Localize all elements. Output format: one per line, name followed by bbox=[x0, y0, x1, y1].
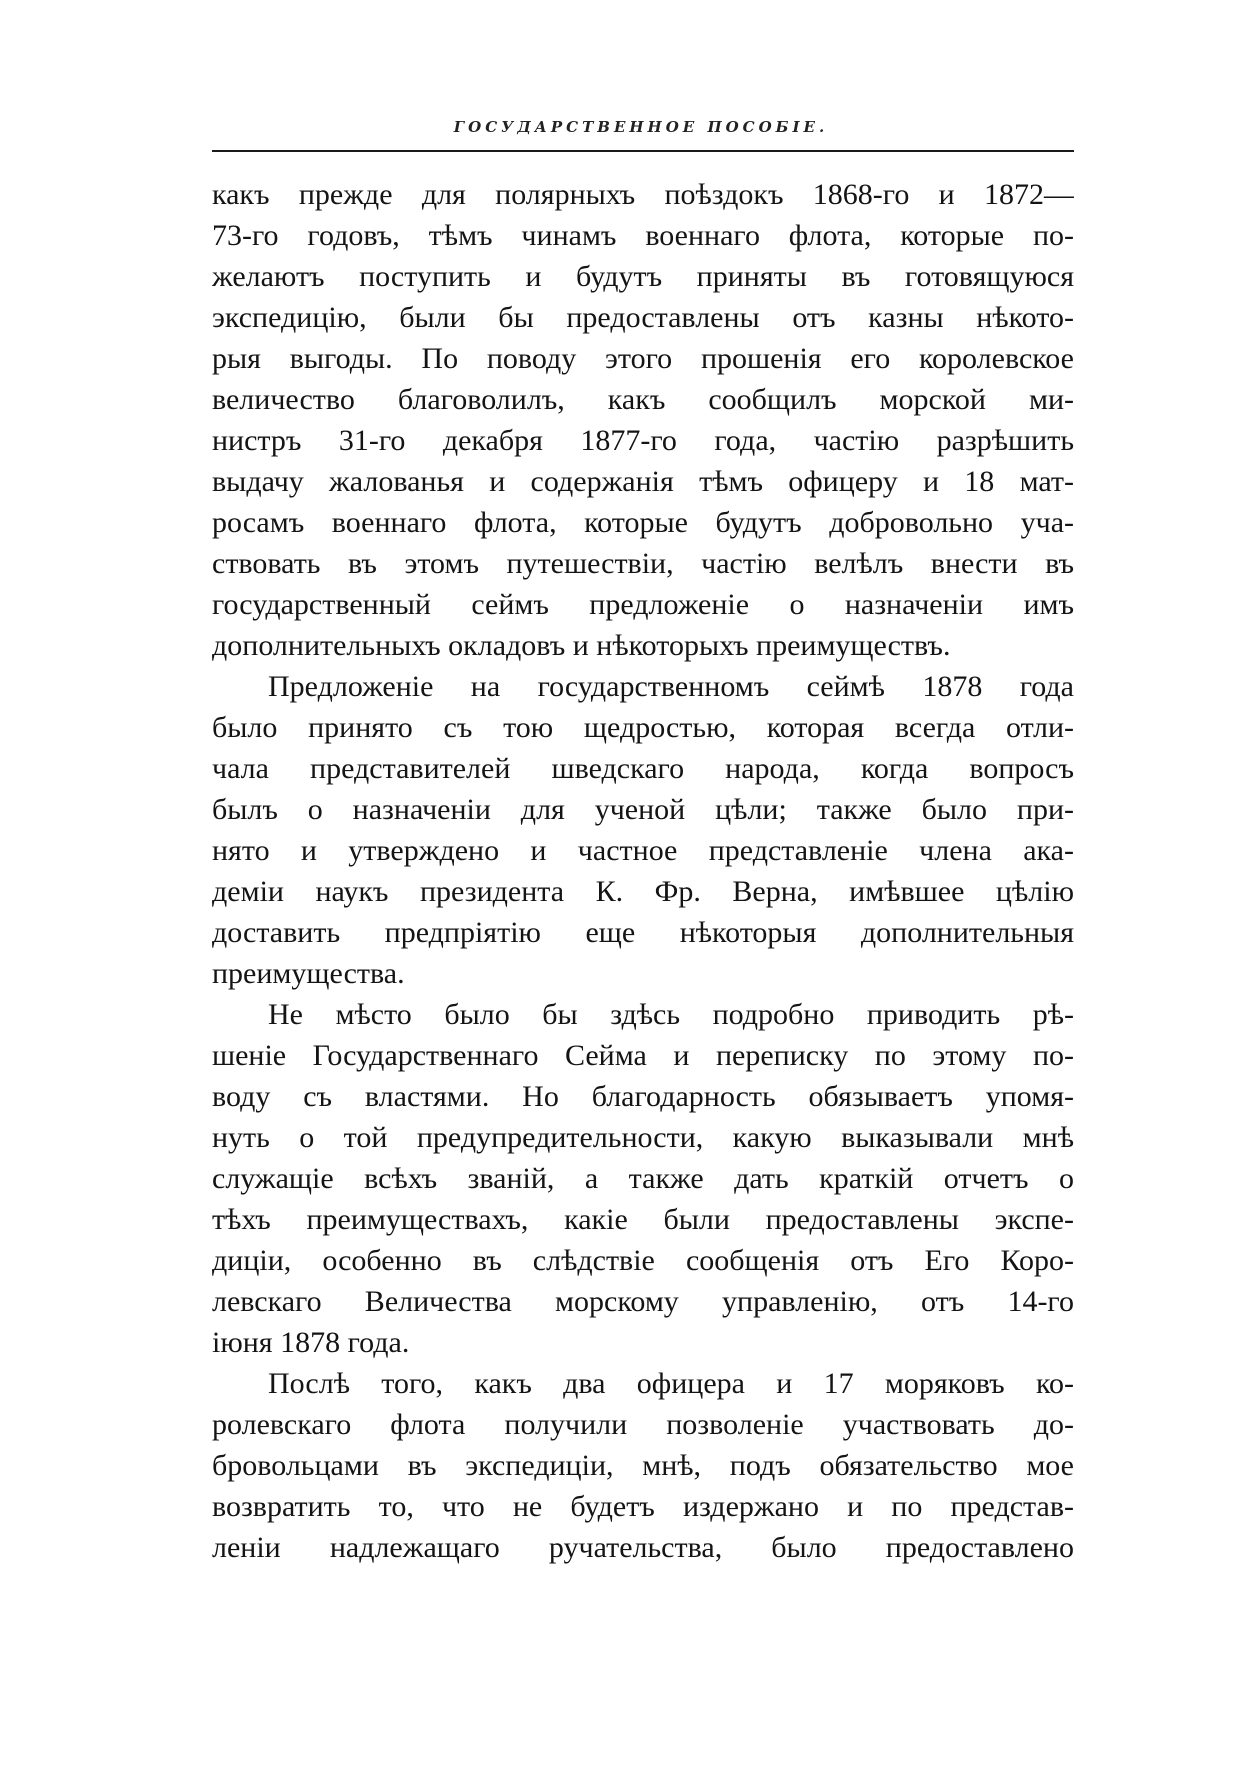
text-line: 73-го годовъ, тѣмъ чинамъ военнаго флота, которые по- bbox=[212, 219, 1074, 252]
text-line: нято и утверждено и частное представленіе члена ака- bbox=[212, 834, 1074, 867]
text-line: ствовать въ этомъ путешествіи, частію велѣлъ внести въ bbox=[212, 547, 1074, 580]
text-line: Послѣ того, какъ два офицера и 17 моряковъ ко- bbox=[268, 1367, 1074, 1400]
text-line: левскаго Величества морскому управленію, отъ 14-го bbox=[212, 1285, 1074, 1318]
text-line: Предложеніе на государственномъ сеймѣ 1878 года bbox=[268, 670, 1074, 703]
text-line: возвратить то, что не будетъ издержано и по представ- bbox=[212, 1490, 1074, 1523]
text-line: бровольцами въ экспедиціи, мнѣ, подъ обязательство мое bbox=[212, 1449, 1074, 1482]
text-line: государственный сеймъ предложеніе о назначеніи имъ bbox=[212, 588, 1074, 621]
running-head: ГОСУДАРСТВЕННОЕ ПОСОБІЕ. bbox=[453, 118, 829, 136]
text-line: служащіе всѣхъ званій, а также дать краткій отчетъ о bbox=[212, 1162, 1074, 1195]
text-line: было принято съ тою щедростью, которая всегда отли- bbox=[212, 711, 1074, 744]
text-line: ролевскаго флота получили позволеніе участвовать до- bbox=[212, 1408, 1074, 1441]
text-line: тѣхъ преимуществахъ, какіе были предоставлены экспе- bbox=[212, 1203, 1074, 1236]
text-line: рыя выгоды. По поводу этого прошенія его королевское bbox=[212, 342, 1074, 375]
text-line: Не мѣсто было бы здѣсь подробно приводить рѣ- bbox=[268, 998, 1074, 1031]
text-line: деміи наукъ президента К. Фр. Верна, имѣвшее цѣлію bbox=[212, 875, 1074, 908]
text-line: диціи, особенно въ слѣдствіе сообщенія отъ Его Коро- bbox=[212, 1244, 1074, 1277]
text-line: нуть о той предупредительности, какую выказывали мнѣ bbox=[212, 1121, 1074, 1154]
text-line: леніи надлежащаго ручательства, было предоставлено bbox=[212, 1531, 1074, 1564]
header-rule bbox=[212, 150, 1074, 152]
text-line: экспедицію, были бы предоставлены отъ казны нѣкото- bbox=[212, 301, 1074, 334]
text-line: какъ прежде для полярныхъ поѣздокъ 1868-го и 1872— bbox=[212, 178, 1074, 211]
text-line: желаютъ поступить и будутъ приняты въ готовящуюся bbox=[212, 260, 1074, 293]
text-line: нистръ 31-го декабря 1877-го года, частію разрѣшить bbox=[212, 424, 1074, 457]
text-line: чала представителей шведскаго народа, когда вопросъ bbox=[212, 752, 1074, 785]
text-line: былъ о назначеніи для ученой цѣли; также было при- bbox=[212, 793, 1074, 826]
text-line: величество благоволилъ, какъ сообщилъ морской ми- bbox=[212, 383, 1074, 416]
text-line: воду съ властями. Но благодарность обязываетъ упомя- bbox=[212, 1080, 1074, 1113]
body-text bbox=[212, 174, 1074, 1568]
text-line: преимущества. bbox=[212, 957, 405, 990]
text-line: іюня 1878 года. bbox=[212, 1326, 410, 1359]
text-line: доставить предпріятію еще нѣкоторыя дополнительныя bbox=[212, 916, 1074, 949]
text-line: дополнительныхъ окладовъ и нѣкоторыхъ преимуществъ. bbox=[212, 629, 951, 662]
text-line: выдачу жалованья и содержанія тѣмъ офицеру и 18 мат- bbox=[212, 465, 1074, 498]
text-line: шеніе Государственнаго Сейма и переписку по этому по- bbox=[212, 1039, 1074, 1072]
text-line: росамъ военнаго флота, которые будутъ добровольно уча- bbox=[212, 506, 1074, 539]
